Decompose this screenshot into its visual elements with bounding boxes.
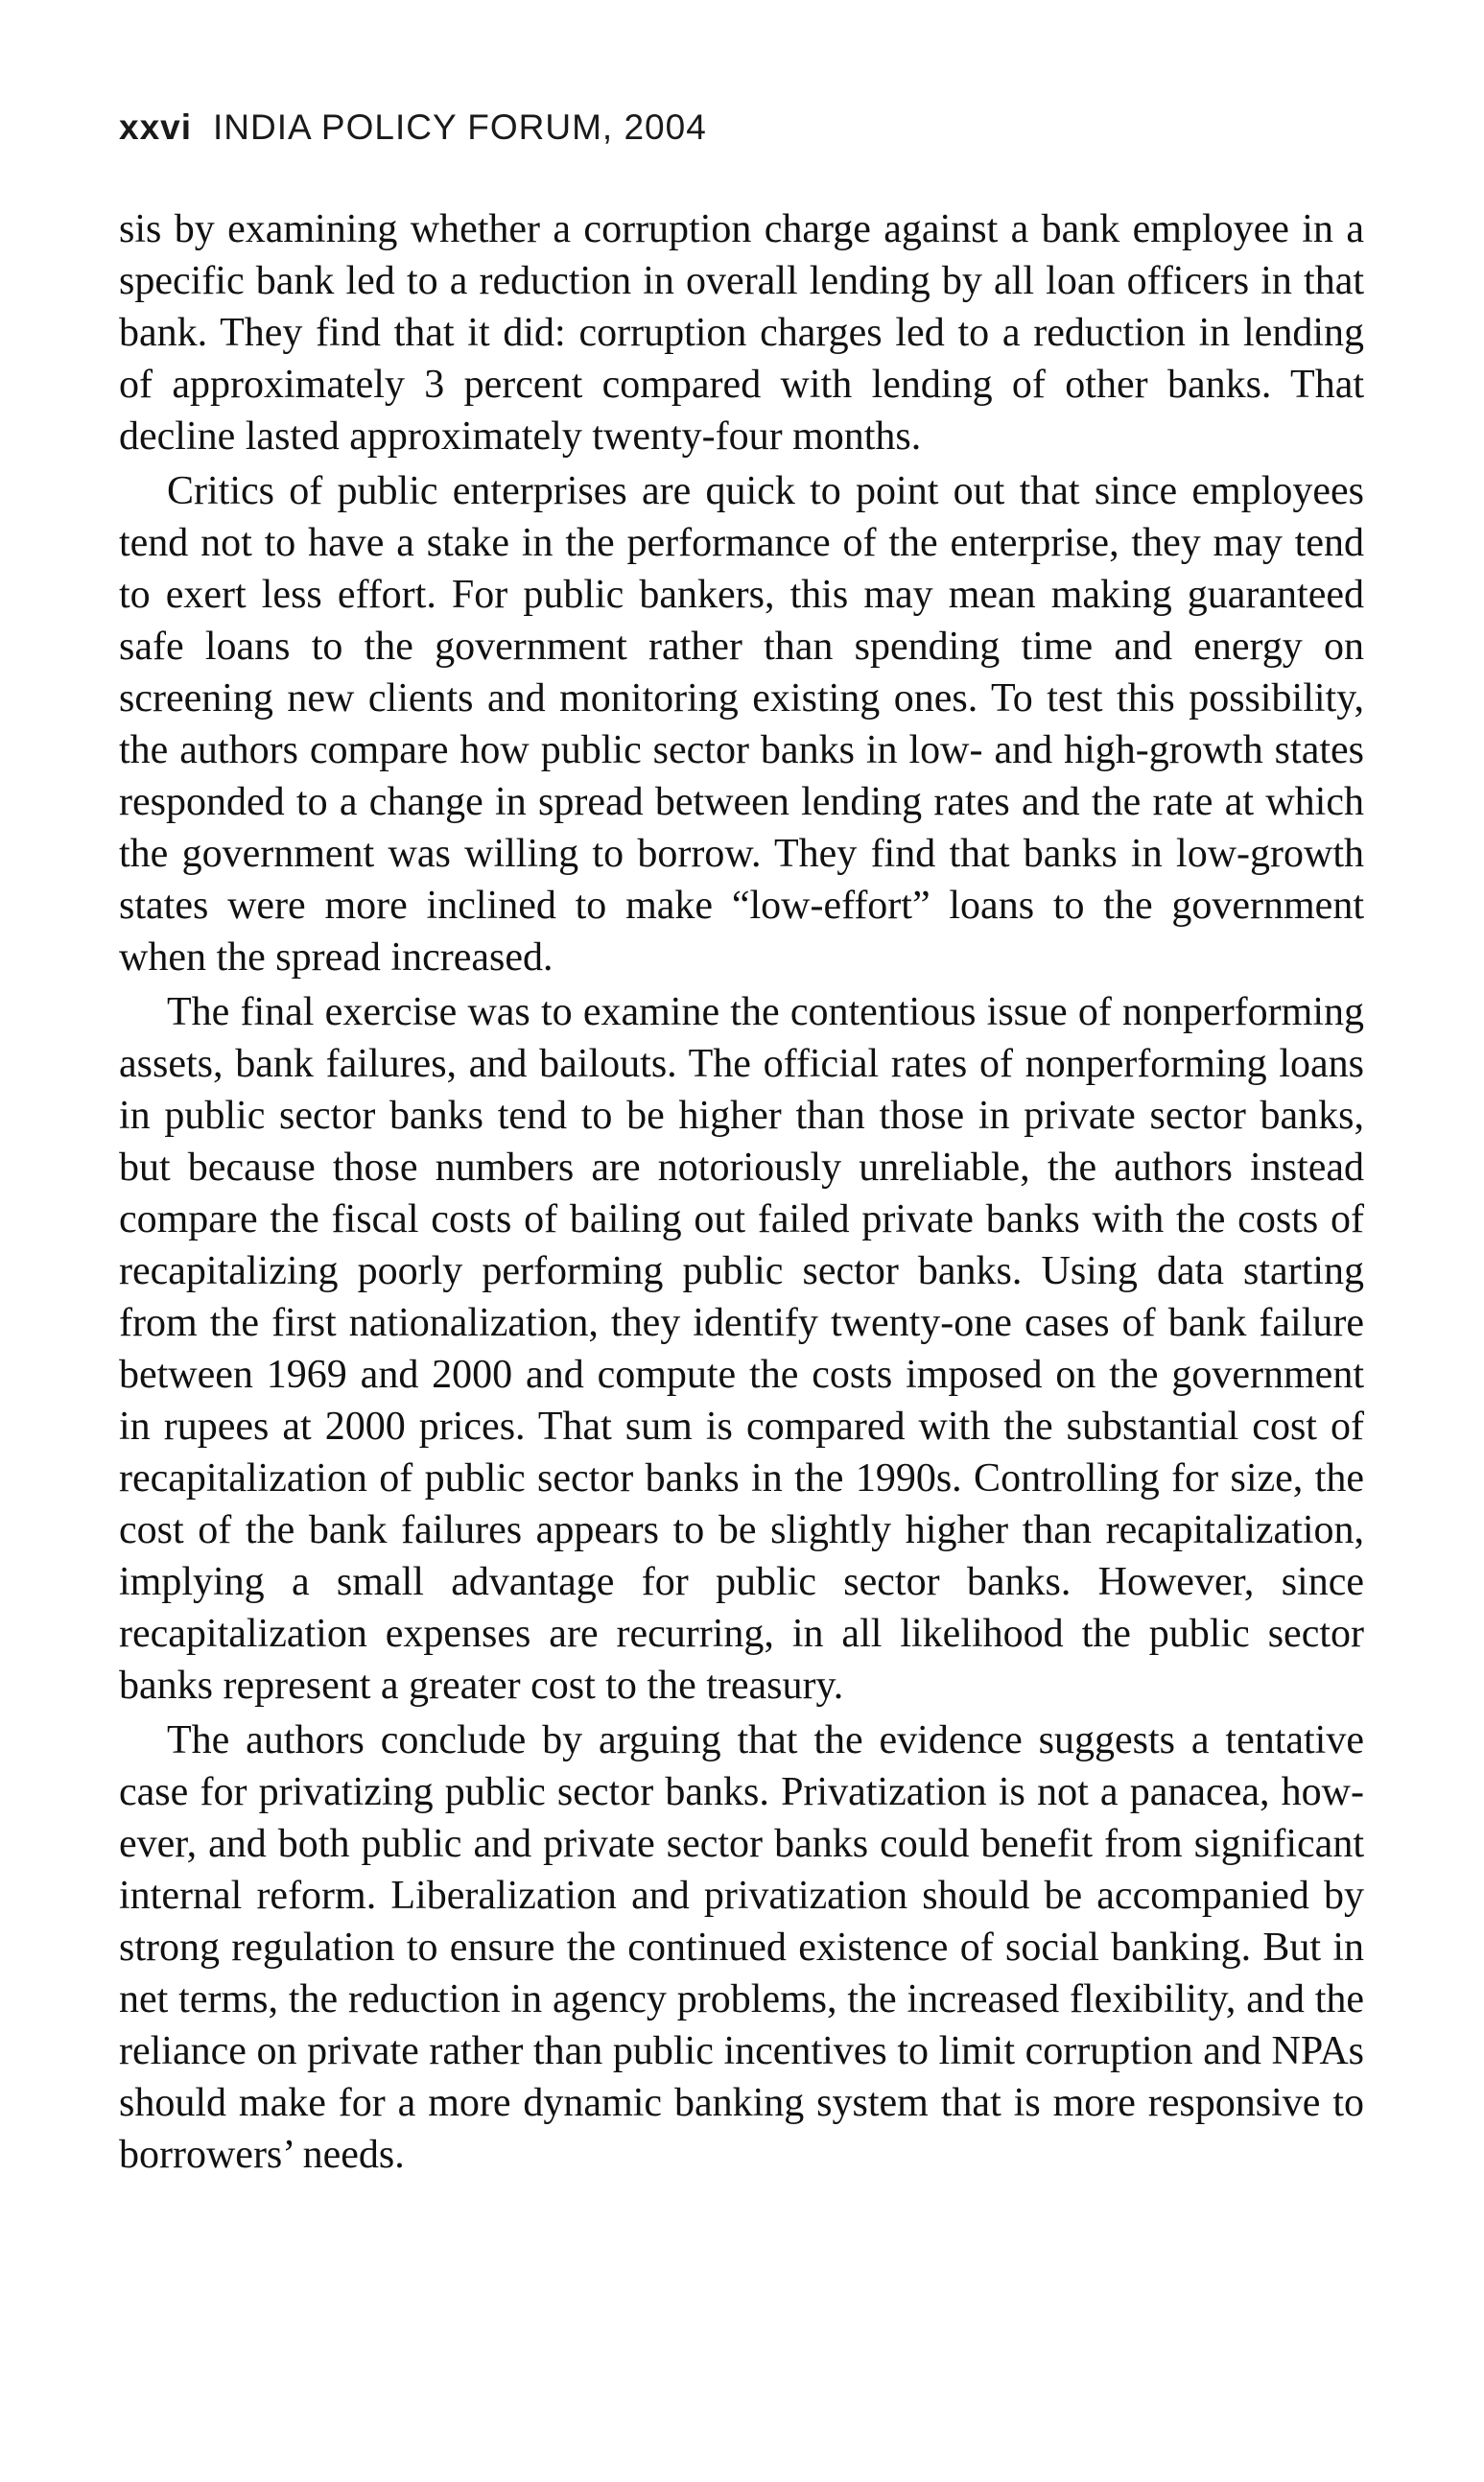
journal-title: INDIA POLICY FORUM, 2004	[213, 107, 707, 147]
body-text	[119, 203, 1364, 2184]
paragraph-critics: Critics of public enterprises are quick to point out that since employees tend not to have a stake in the performance of the enterprise, they may tend to exert less effort. For public bankers, this may mean making guaranteed safe loans to the government rather than spending time and energy on screening new clients and monitoring existing ones. To test this possibility, the authors compare how public sector banks in low- and high-growth states responded to a change in spread between lending rates and the rate at which the government was willing to borrow. They find that banks in low-growth states were more inclined to make “low-effort” loans to the government when the spread increased.	[119, 469, 1364, 980]
paragraph-conclusion: The authors conclude by arguing that the evidence suggests a tentative case for privatizing public sector banks. Privatization is not a panacea, however, and both public and private sector banks could benefit from significant internal reform. Liberalization and privatization should be accompanied by strong regulation to ensure the continued existence of social banking. But in net terms, the reduction in agency problems, the increased flexibility, and the reliance on private rather than public incentives to limit corruption and NPAs should make for a more dynamic banking system that is more responsive to borrowers’ needs.	[119, 1718, 1364, 2177]
page-number: xxvi	[119, 107, 193, 147]
paragraph-continuation: sis by examining whether a corruption charge against a bank employee in a specific bank led to a reduction in overall lending by all loan officers in that bank. They find that it did: corruption charges led to a reduction in lending of approximately 3 percent compared with lending of other banks. That decline lasted approximately twenty-four months.	[119, 207, 1364, 459]
paragraph-final-exercise: The final exercise was to examine the contentious issue of nonperforming assets, bank failures, and bailouts. The official rates of nonperforming loans in public sector banks tend to be higher than those in private sector banks, but because those numbers are notoriously unreliable, the authors instead compare the fiscal costs of bailing out failed private banks with the costs of recapitalizing poorly performing public sector banks. Using data starting from the first nationalization, they identify twenty-one cases of bank failure between 1969 and 2000 and compute the costs imposed on the government in rupees at 2000 prices. That sum is compared with the substantial cost of recapitalization of public sector banks in the 1990s. Controlling for size, the cost of the bank failures appears to be slightly higher than recapitalization, implying a small advantage for public sector banks. However, since recapitalization expenses are recurring, in all likelihood the public sector banks represent a greater cost to the treasury.	[119, 990, 1364, 1708]
running-head	[119, 107, 707, 148]
